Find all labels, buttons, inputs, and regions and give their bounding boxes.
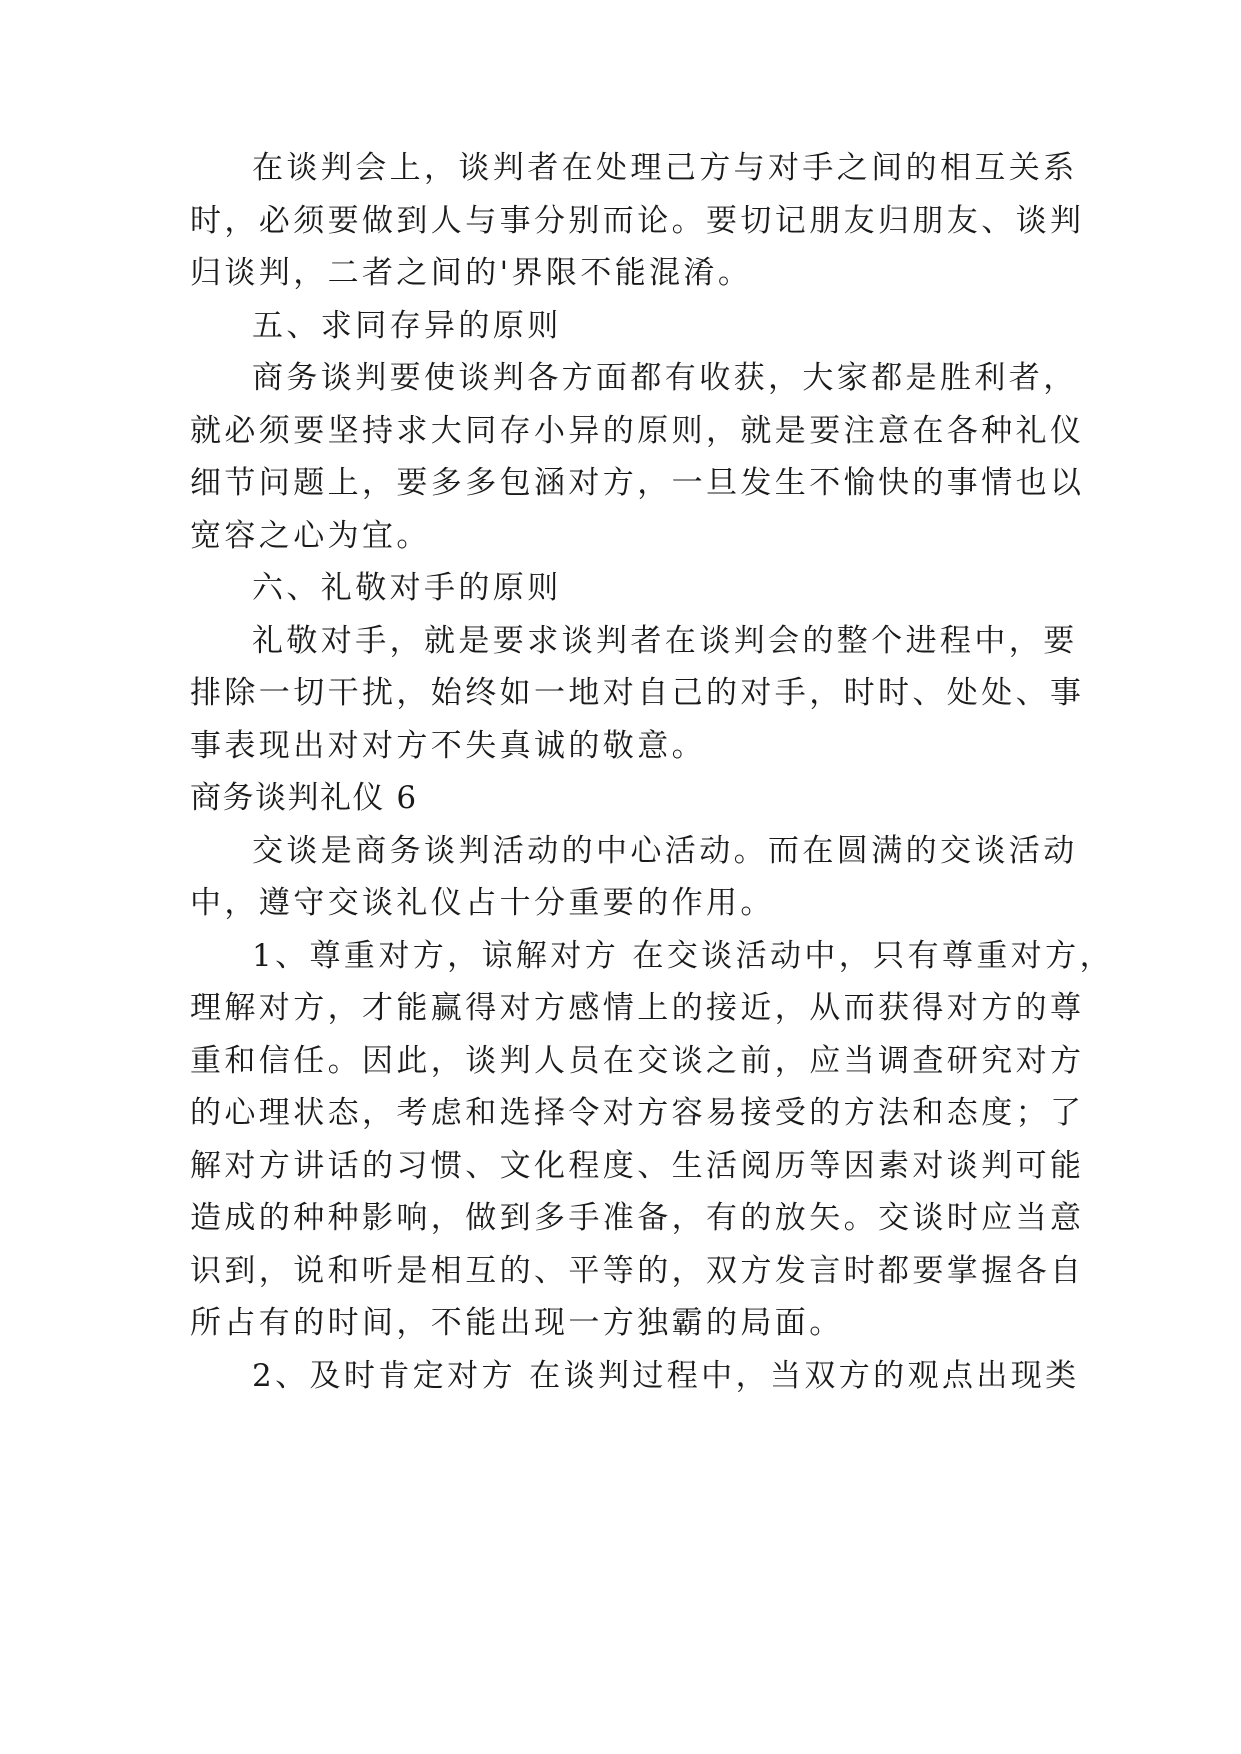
document-heading: 商务谈判礼仪 6 <box>190 780 418 816</box>
paragraph-line: 就必须要坚持求大同存小异的原则，就是要注意在各种礼仪 <box>190 413 1085 449</box>
paragraph-line: 在谈判会上，谈判者在处理己方与对手之间的相互关系 <box>252 150 1078 186</box>
paragraph-line: 时，必须要做到人与事分别而论。要切记朋友归朋友、谈判 <box>190 203 1085 239</box>
paragraph-line: 理解对方，才能赢得对方感情上的接近，从而获得对方的尊 <box>190 990 1085 1026</box>
paragraph-line: 排除一切干扰，始终如一地对自己的对手，时时、处处、事 <box>190 675 1085 711</box>
paragraph-line: 中，遵守交谈礼仪占十分重要的作用。 <box>190 885 775 921</box>
paragraph-line: 2、及时肯定对方 在谈判过程中，当双方的观点出现类 <box>252 1358 1080 1394</box>
section-heading: 五、求同存异的原则 <box>252 308 562 344</box>
paragraph-line: 重和信任。因此，谈判人员在交谈之前，应当调查研究对方 <box>190 1043 1085 1079</box>
paragraph-line: 造成的种种影响，做到多手准备，有的放矢。交谈时应当意 <box>190 1200 1085 1236</box>
paragraph-line: 礼敬对手，就是要求谈判者在谈判会的整个进程中，要 <box>252 623 1078 659</box>
paragraph-line: 1、尊重对方，谅解对方 在交谈活动中，只有尊重对方， <box>252 938 1114 974</box>
paragraph-line: 解对方讲话的习惯、文化程度、生活阅历等因素对谈判可能 <box>190 1148 1085 1184</box>
paragraph-line: 的心理状态，考虑和选择令对方容易接受的方法和态度；了 <box>190 1095 1085 1131</box>
paragraph-line: 归谈判，二者之间的'界限不能混淆。 <box>190 255 753 291</box>
paragraph-line: 宽容之心为宜。 <box>190 518 431 554</box>
paragraph-line: 商务谈判要使谈判各方面都有收获，大家都是胜利者， <box>252 360 1078 396</box>
paragraph-line: 所占有的时间，不能出现一方独霸的局面。 <box>190 1305 844 1341</box>
paragraph-line: 交谈是商务谈判活动的中心活动。而在圆满的交谈活动 <box>252 833 1078 869</box>
paragraph-line: 事表现出对对方不失真诚的敬意。 <box>190 728 706 764</box>
paragraph-line: 识到，说和听是相互的、平等的，双方发言时都要掌握各自 <box>190 1253 1085 1289</box>
paragraph-line: 细节问题上，要多多包涵对方，一旦发生不愉快的事情也以 <box>190 465 1085 501</box>
section-heading: 六、礼敬对手的原则 <box>252 570 562 606</box>
